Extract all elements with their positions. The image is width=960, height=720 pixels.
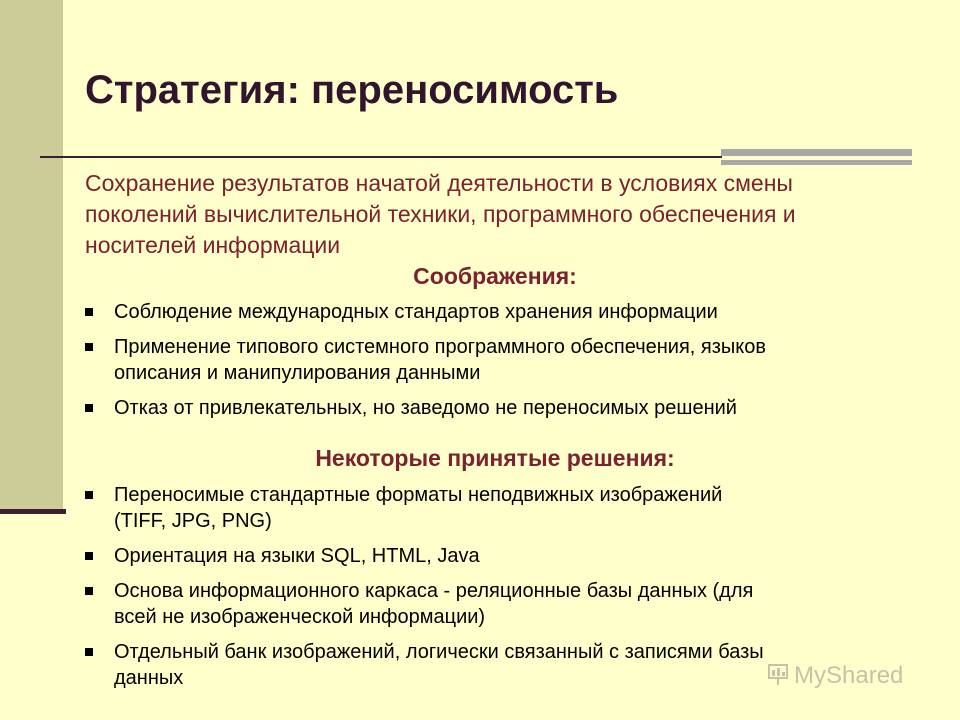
considerations-list xyxy=(84,299,914,421)
left-band-underline xyxy=(0,509,66,514)
decisions-heading: Некоторые принятые решения: xyxy=(315,445,675,471)
title-divider-accent-bottom xyxy=(721,160,912,165)
considerations-heading: Соображения: xyxy=(413,263,577,289)
watermark-text: MyShared xyxy=(794,662,904,689)
list-item xyxy=(84,334,914,386)
list-item-text: Отказ от привлекательных, но заведомо не переносимых решений xyxy=(114,397,737,419)
left-decorative-band xyxy=(0,0,63,512)
list-item xyxy=(84,299,914,325)
list-item xyxy=(84,395,914,421)
square-bullet-icon xyxy=(85,552,93,560)
intro-paragraph xyxy=(85,168,925,261)
list-item-text: Основа информационного каркаса - реляционные базы данных (для xyxy=(114,580,754,602)
intro-line: Сохранение результатов начатой деятельности в условиях смены xyxy=(85,170,793,196)
list-item-text: Отдельный банк изображений, логически связанный с записями базы xyxy=(114,641,764,663)
square-bullet-icon xyxy=(85,648,93,656)
list-item-text: (TIFF, JPG, PNG) xyxy=(114,510,272,532)
square-bullet-icon xyxy=(85,308,93,316)
list-item-text: Переносимые стандартные форматы неподвижных изображений xyxy=(114,484,723,506)
slide-title: Стратегия: переносимость xyxy=(85,68,619,112)
square-bullet-icon xyxy=(85,491,93,499)
intro-line: поколений вычислительной техники, программного обеспечения и xyxy=(85,201,796,227)
presentation-icon xyxy=(768,664,788,686)
list-item-text: Ориентация на языки SQL, HTML, Java xyxy=(114,545,480,567)
square-bullet-icon xyxy=(85,404,93,412)
list-item-text: всей не изображенческой информации) xyxy=(114,606,486,628)
list-item xyxy=(84,578,914,630)
title-divider-accent-top xyxy=(721,149,912,156)
list-item-text: Применение типового системного программного обеспечения, языков xyxy=(114,336,767,358)
intro-line: носителей информации xyxy=(85,232,341,258)
list-item-text: Соблюдение международных стандартов хранения информации xyxy=(114,301,718,323)
list-item-text: данных xyxy=(114,667,184,689)
square-bullet-icon xyxy=(85,343,93,351)
list-item xyxy=(84,482,914,534)
list-item-text: описания и манипулирования данными xyxy=(114,362,481,384)
watermark xyxy=(768,662,903,690)
list-item xyxy=(84,543,914,569)
title-divider xyxy=(40,156,722,158)
square-bullet-icon xyxy=(85,587,93,595)
